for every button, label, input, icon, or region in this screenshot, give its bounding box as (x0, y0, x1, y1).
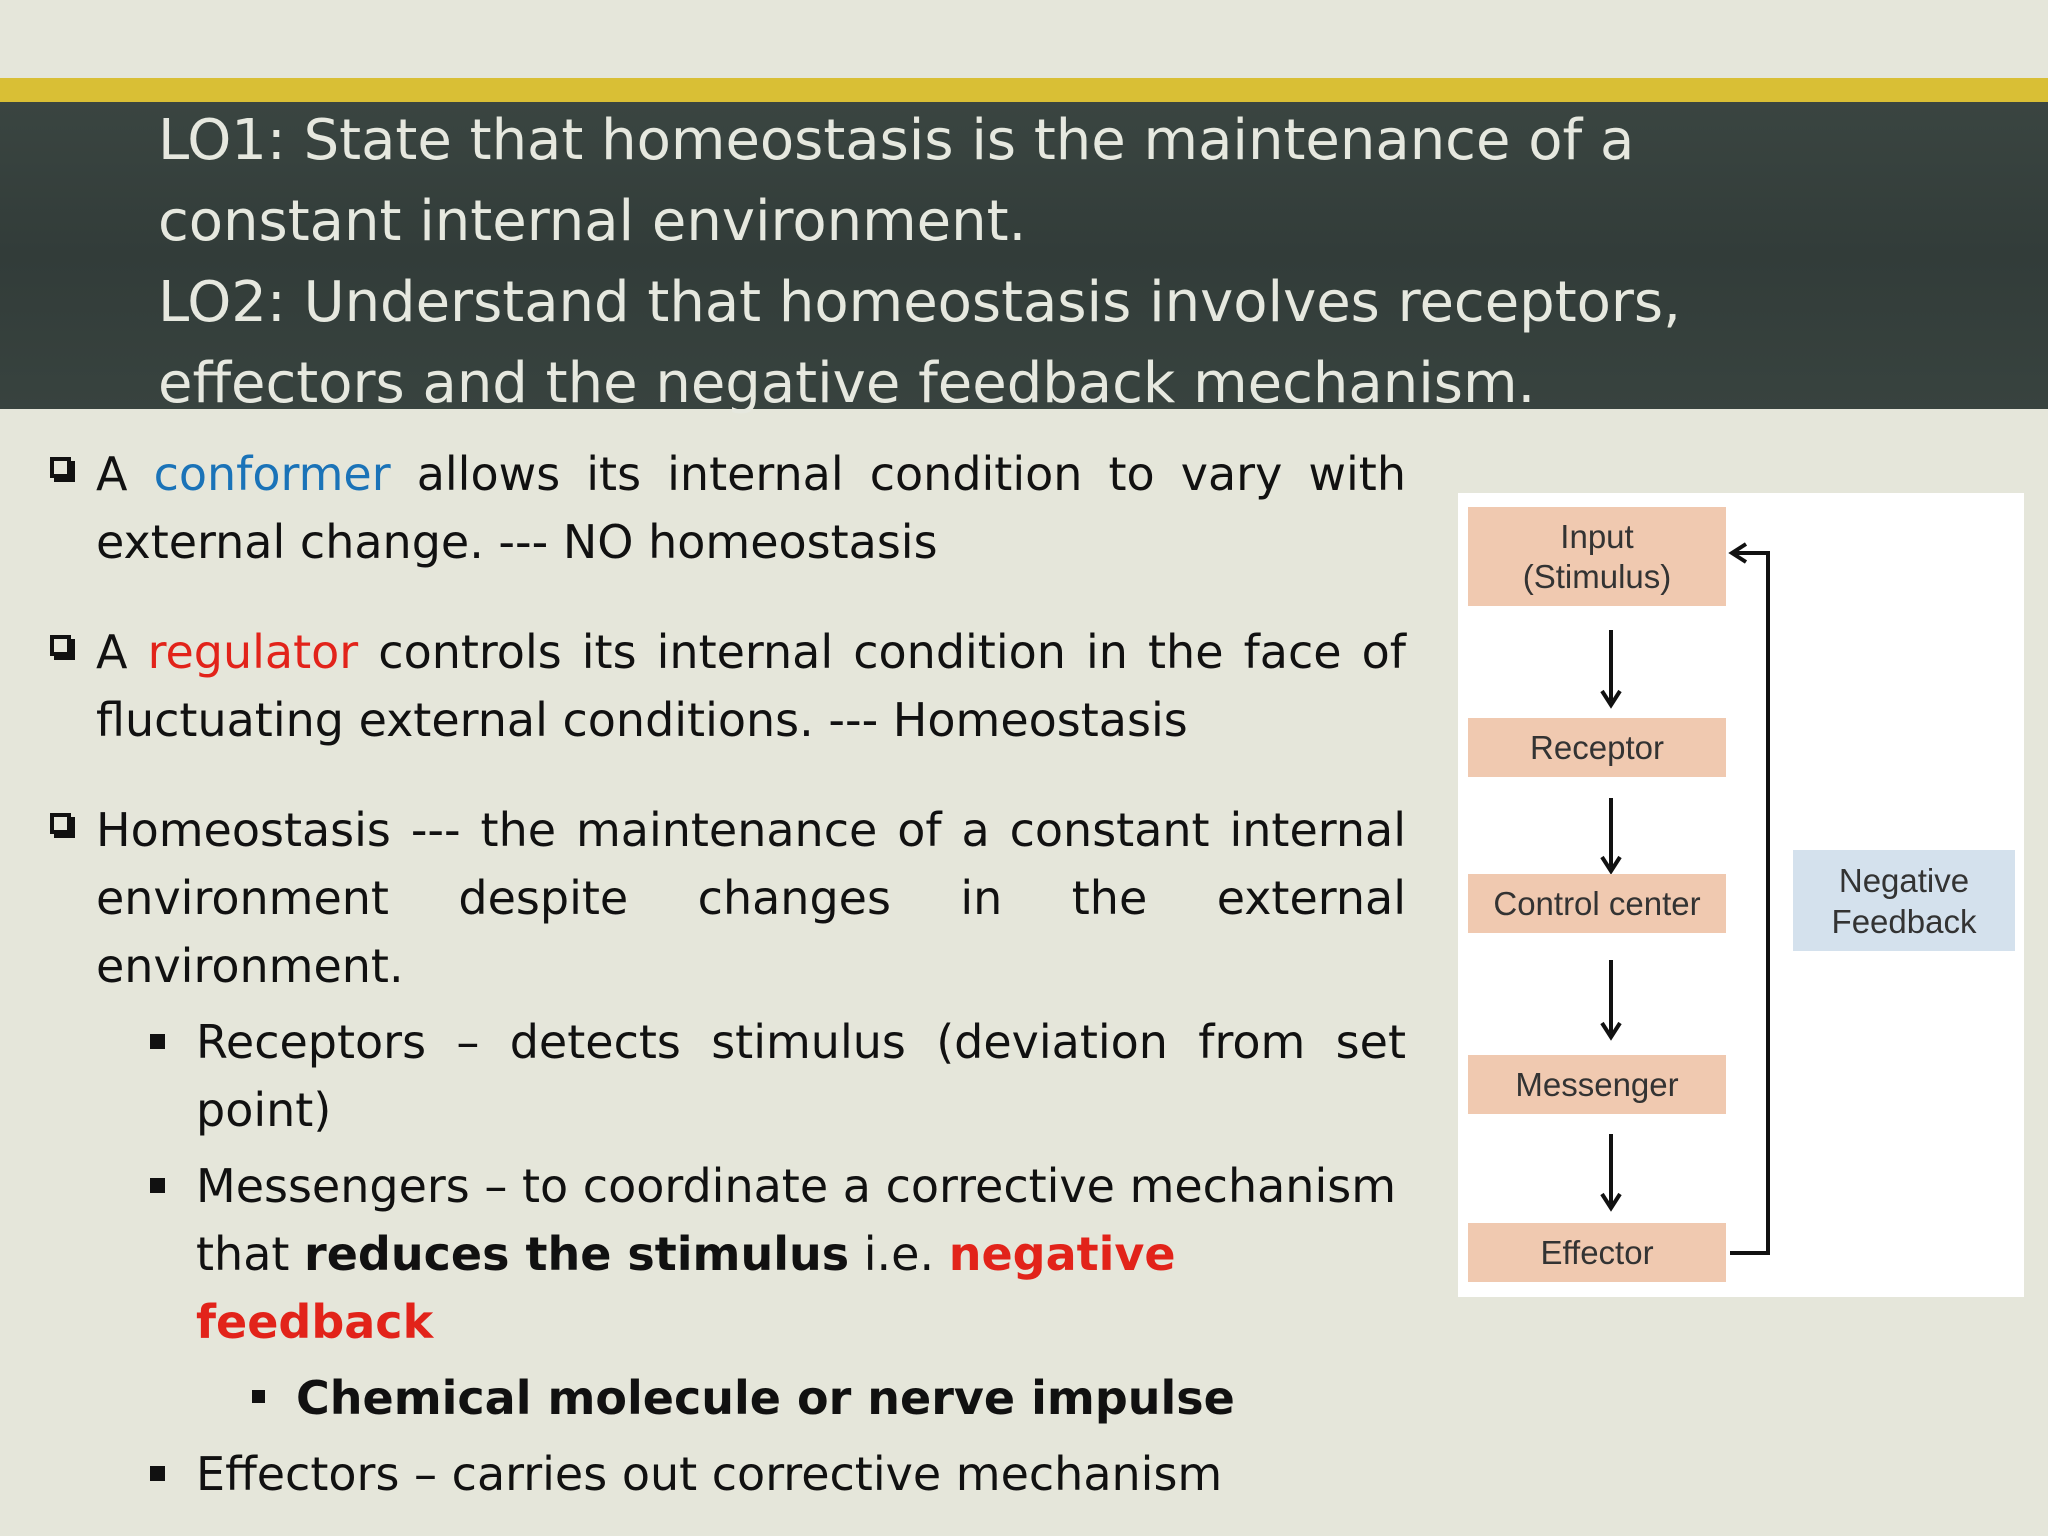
node-input (1468, 507, 1726, 606)
accent-bar (0, 78, 2048, 102)
sub-sub-bullet-chemical (46, 1364, 1406, 1432)
bullet-conformer (46, 440, 1406, 576)
bullet-text: allows its internal condition to vary with external change. --- NO homeostasis (96, 447, 1406, 569)
term-conformer: conformer (153, 447, 391, 501)
sub-bullet-text: i.e. (849, 1227, 949, 1281)
node-effector: Effector (1468, 1223, 1726, 1282)
term-negative-feedback: negative feedback (196, 1227, 1176, 1349)
slide-title (158, 100, 1998, 424)
sub-bullet-effectors (46, 1440, 1406, 1508)
title-line-4: effectors and the negative feedback mechanism. (158, 351, 1536, 416)
sub-sub-bullet-text: Chemical molecule or nerve impulse (296, 1371, 1235, 1425)
node-input-label: Input (1560, 517, 1634, 555)
term-regulator: regulator (147, 625, 359, 679)
sub-bullet-messengers (46, 1152, 1406, 1356)
sub-bullet-text: Messengers – to coordinate a corrective mechanism that (196, 1159, 1397, 1281)
checkbox-bullet-icon (50, 813, 71, 834)
square-bullet-icon (150, 1178, 165, 1193)
square-bullet-icon (150, 1466, 165, 1481)
node-messenger: Messenger (1468, 1055, 1726, 1114)
checkbox-bullet-icon (50, 457, 71, 478)
negative-feedback-label (1793, 850, 2015, 951)
negative-label-line: Feedback (1831, 902, 1977, 940)
emphasis-reduces-stimulus: reduces the stimulus (304, 1227, 850, 1281)
bullet-prefix: A (96, 447, 154, 501)
feedback-loop-line (1730, 553, 1768, 1253)
title-line-1: LO1: State that homeostasis is the maintenance of a (158, 108, 1635, 173)
node-input-label: (Stimulus) (1522, 557, 1672, 595)
bullet-text: Homeostasis --- the maintenance of a constant internal environment despite changes in the external environment. (96, 803, 1406, 993)
negative-feedback-diagram (1458, 493, 2024, 1297)
bullet-prefix: A (96, 625, 148, 679)
square-bullet-icon (150, 1034, 165, 1049)
body-text (46, 440, 1406, 1508)
checkbox-bullet-icon (50, 635, 71, 656)
title-line-2: constant internal environment. (158, 189, 1027, 254)
node-receptor: Receptor (1468, 718, 1726, 777)
sub-bullet-receptors (46, 1008, 1406, 1144)
bullet-text: controls its internal condition in the face of fluctuating external conditions. --- Homeostasis (96, 625, 1407, 747)
negative-label-line: Negative (1838, 861, 1970, 899)
square-bullet-icon (252, 1390, 265, 1403)
bullet-homeostasis (46, 796, 1406, 1000)
sub-bullet-text: Effectors – carries out corrective mechanism (196, 1447, 1223, 1501)
node-control-center: Control center (1468, 874, 1726, 933)
sub-bullet-text: Receptors – detects stimulus (deviation from set point) (196, 1015, 1406, 1137)
bullet-regulator (46, 618, 1406, 754)
title-line-3: LO2: Understand that homeostasis involves receptors, (158, 270, 1681, 335)
